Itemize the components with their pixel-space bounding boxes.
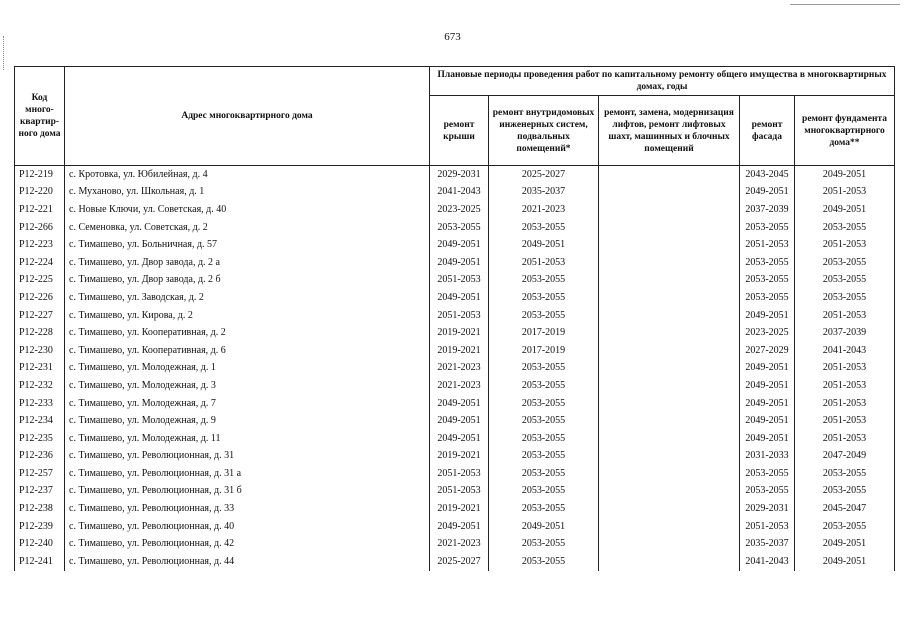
cell-code: Р12-228	[15, 324, 65, 342]
cell-roof: 2049-2051	[430, 430, 489, 448]
cell-engineering: 2053-2055	[489, 500, 599, 518]
table-row	[15, 430, 895, 448]
cell-elevators	[599, 412, 740, 430]
table-row	[15, 342, 895, 360]
cell-address: с. Кротовка, ул. Юбилейная, д. 4	[65, 166, 430, 184]
cell-roof: 2049-2051	[430, 289, 489, 307]
table-row	[15, 272, 895, 290]
header-address: Адрес многоквартирного дома	[65, 67, 430, 166]
cell-engineering: 2051-2053	[489, 254, 599, 272]
cell-roof: 2051-2053	[430, 307, 489, 325]
cell-engineering: 2049-2051	[489, 518, 599, 536]
cell-address: с. Тимашево, ул. Молодежная, д. 9	[65, 412, 430, 430]
cell-facade: 2049-2051	[740, 184, 795, 202]
cell-foundation: 2051-2053	[795, 236, 895, 254]
cell-roof: 2019-2021	[430, 324, 489, 342]
cell-roof: 2019-2021	[430, 500, 489, 518]
table-row	[15, 412, 895, 430]
cell-roof: 2021-2023	[430, 535, 489, 553]
cell-address: с. Тимашево, ул. Молодежная, д. 3	[65, 377, 430, 395]
cell-elevators	[599, 184, 740, 202]
cell-elevators	[599, 518, 740, 536]
cell-roof: 2049-2051	[430, 412, 489, 430]
cell-foundation: 2049-2051	[795, 166, 895, 184]
table-row	[15, 184, 895, 202]
cell-foundation: 2053-2055	[795, 465, 895, 483]
cell-code: Р12-241	[15, 553, 65, 571]
cell-address: с. Тимашево, ул. Кооперативная, д. 6	[65, 342, 430, 360]
cell-code: Р12-223	[15, 236, 65, 254]
cell-code: Р12-238	[15, 500, 65, 518]
table-row	[15, 289, 895, 307]
cell-facade: 2053-2055	[740, 272, 795, 290]
cell-roof: 2049-2051	[430, 518, 489, 536]
cell-foundation: 2049-2051	[795, 201, 895, 219]
cell-roof: 2023-2025	[430, 201, 489, 219]
cell-code: Р12-230	[15, 342, 65, 360]
cell-engineering: 2053-2055	[489, 412, 599, 430]
cell-address: с. Тимашево, ул. Больничная, д. 57	[65, 236, 430, 254]
cell-facade: 2053-2055	[740, 254, 795, 272]
cell-elevators	[599, 465, 740, 483]
cell-roof: 2051-2053	[430, 465, 489, 483]
cell-elevators	[599, 219, 740, 237]
cell-facade: 2053-2055	[740, 219, 795, 237]
cell-foundation: 2053-2055	[795, 289, 895, 307]
cell-foundation: 2053-2055	[795, 272, 895, 290]
cell-facade: 2053-2055	[740, 483, 795, 501]
cell-foundation: 2053-2055	[795, 254, 895, 272]
cell-code: Р12-232	[15, 377, 65, 395]
cell-code: Р12-235	[15, 430, 65, 448]
cell-address: с. Тимашево, ул. Революционная, д. 33	[65, 500, 430, 518]
cell-foundation: 2053-2055	[795, 518, 895, 536]
cell-elevators	[599, 166, 740, 184]
cell-facade: 2029-2031	[740, 500, 795, 518]
cell-facade: 2041-2043	[740, 553, 795, 571]
cell-elevators	[599, 342, 740, 360]
cell-engineering: 2017-2019	[489, 324, 599, 342]
cell-elevators	[599, 360, 740, 378]
cell-address: с. Тимашево, ул. Молодежная, д. 1	[65, 360, 430, 378]
table-row	[15, 448, 895, 466]
cell-elevators	[599, 289, 740, 307]
header-row-top	[15, 67, 895, 96]
cell-roof: 2053-2055	[430, 219, 489, 237]
cell-engineering: 2053-2055	[489, 448, 599, 466]
table-row	[15, 500, 895, 518]
cell-roof: 2021-2023	[430, 360, 489, 378]
header-foundation: ремонт фундамента многоквартирного дома**	[795, 96, 895, 166]
cell-elevators	[599, 500, 740, 518]
cell-address: с. Тимашево, ул. Молодежная, д. 7	[65, 395, 430, 413]
cell-engineering: 2053-2055	[489, 430, 599, 448]
table-row	[15, 201, 895, 219]
cell-facade: 2053-2055	[740, 289, 795, 307]
cell-engineering: 2053-2055	[489, 360, 599, 378]
cell-code: Р12-266	[15, 219, 65, 237]
cell-foundation: 2041-2043	[795, 342, 895, 360]
header-elevators: ремонт, замена, модернизация лифтов, ремонт лифтовых шахт, машинных и блочных помещений	[599, 96, 740, 166]
cell-foundation: 2051-2053	[795, 307, 895, 325]
cell-facade: 2053-2055	[740, 465, 795, 483]
cell-foundation: 2045-2047	[795, 500, 895, 518]
table-header	[15, 67, 895, 166]
cell-engineering: 2053-2055	[489, 553, 599, 571]
cell-elevators	[599, 448, 740, 466]
cell-address: с. Новые Ключи, ул. Советская, д. 40	[65, 201, 430, 219]
cell-address: с. Тимашево, ул. Революционная, д. 40	[65, 518, 430, 536]
cell-foundation: 2051-2053	[795, 395, 895, 413]
cell-elevators	[599, 395, 740, 413]
header-facade: ремонт фасада	[740, 96, 795, 166]
cell-code: Р12-231	[15, 360, 65, 378]
table-row	[15, 377, 895, 395]
cell-code: Р12-224	[15, 254, 65, 272]
cell-address: с. Тимашево, ул. Двор завода, д. 2 а	[65, 254, 430, 272]
cell-foundation: 2053-2055	[795, 483, 895, 501]
cell-roof: 2051-2053	[430, 272, 489, 290]
cell-address: с. Тимашево, ул. Молодежная, д. 11	[65, 430, 430, 448]
cell-code: Р12-233	[15, 395, 65, 413]
cell-facade: 2023-2025	[740, 324, 795, 342]
cell-facade: 2049-2051	[740, 360, 795, 378]
cell-elevators	[599, 377, 740, 395]
table-row	[15, 236, 895, 254]
cell-engineering: 2053-2055	[489, 307, 599, 325]
cell-address: с. Тимашево, ул. Революционная, д. 42	[65, 535, 430, 553]
table-row	[15, 360, 895, 378]
cell-address: с. Тимашево, ул. Революционная, д. 44	[65, 553, 430, 571]
cell-elevators	[599, 535, 740, 553]
cell-elevators	[599, 272, 740, 290]
cell-facade: 2037-2039	[740, 201, 795, 219]
cell-foundation: 2047-2049	[795, 448, 895, 466]
table-row	[15, 553, 895, 571]
cell-code: Р12-227	[15, 307, 65, 325]
cell-elevators	[599, 307, 740, 325]
cell-foundation: 2037-2039	[795, 324, 895, 342]
cell-engineering: 2053-2055	[489, 535, 599, 553]
cell-elevators	[599, 324, 740, 342]
cell-address: с. Тимашево, ул. Двор завода, д. 2 б	[65, 272, 430, 290]
cell-facade: 2035-2037	[740, 535, 795, 553]
cell-engineering: 2053-2055	[489, 377, 599, 395]
cell-roof: 2029-2031	[430, 166, 489, 184]
cell-engineering: 2053-2055	[489, 289, 599, 307]
cell-elevators	[599, 430, 740, 448]
cell-roof: 2051-2053	[430, 483, 489, 501]
cell-engineering: 2025-2027	[489, 166, 599, 184]
cell-facade: 2051-2053	[740, 518, 795, 536]
cell-elevators	[599, 201, 740, 219]
cell-roof: 2049-2051	[430, 254, 489, 272]
cell-foundation: 2051-2053	[795, 184, 895, 202]
cell-engineering: 2053-2055	[489, 219, 599, 237]
table-row	[15, 219, 895, 237]
cell-elevators	[599, 553, 740, 571]
cell-code: Р12-225	[15, 272, 65, 290]
cell-code: Р12-239	[15, 518, 65, 536]
table-row	[15, 254, 895, 272]
cell-foundation: 2049-2051	[795, 553, 895, 571]
top-rule	[790, 4, 900, 5]
cell-code: Р12-237	[15, 483, 65, 501]
cell-roof: 2025-2027	[430, 553, 489, 571]
cell-facade: 2043-2045	[740, 166, 795, 184]
cell-code: Р12-240	[15, 535, 65, 553]
cell-code: Р12-257	[15, 465, 65, 483]
cell-engineering: 2049-2051	[489, 236, 599, 254]
cell-roof: 2019-2021	[430, 342, 489, 360]
cell-address: с. Муханово, ул. Школьная, д. 1	[65, 184, 430, 202]
capital-repair-schedule-table	[14, 66, 895, 571]
cell-code: Р12-220	[15, 184, 65, 202]
cell-address: с. Тимашево, ул. Кирова, д. 2	[65, 307, 430, 325]
table-row	[15, 465, 895, 483]
cell-address: с. Тимашево, ул. Революционная, д. 31 б	[65, 483, 430, 501]
table-row	[15, 307, 895, 325]
cell-facade: 2049-2051	[740, 395, 795, 413]
table-row	[15, 166, 895, 184]
cell-elevators	[599, 483, 740, 501]
cell-address: с. Тимашево, ул. Кооперативная, д. 2	[65, 324, 430, 342]
cell-roof: 2049-2051	[430, 395, 489, 413]
cell-roof: 2041-2043	[430, 184, 489, 202]
cell-address: с. Тимашево, ул. Революционная, д. 31 а	[65, 465, 430, 483]
header-roof: ремонт крыши	[430, 96, 489, 166]
cell-address: с. Семеновка, ул. Советская, д. 2	[65, 219, 430, 237]
cell-code: Р12-234	[15, 412, 65, 430]
cell-facade: 2049-2051	[740, 307, 795, 325]
cell-foundation: 2051-2053	[795, 360, 895, 378]
table-body	[15, 166, 895, 571]
cell-facade: 2051-2053	[740, 236, 795, 254]
table-row	[15, 535, 895, 553]
table-row	[15, 518, 895, 536]
cell-engineering: 2053-2055	[489, 465, 599, 483]
table-row	[15, 324, 895, 342]
cell-elevators	[599, 236, 740, 254]
table-row	[15, 483, 895, 501]
cell-engineering: 2035-2037	[489, 184, 599, 202]
cell-elevators	[599, 254, 740, 272]
cell-code: Р12-236	[15, 448, 65, 466]
cell-engineering: 2053-2055	[489, 272, 599, 290]
cell-engineering: 2017-2019	[489, 342, 599, 360]
cell-roof: 2019-2021	[430, 448, 489, 466]
header-code: Код много-квартир-ного дома	[15, 67, 65, 166]
page-number: 673	[444, 31, 461, 43]
cell-roof: 2049-2051	[430, 236, 489, 254]
cell-address: с. Тимашево, ул. Революционная, д. 31	[65, 448, 430, 466]
cell-engineering: 2053-2055	[489, 483, 599, 501]
table-row	[15, 395, 895, 413]
cell-code: Р12-226	[15, 289, 65, 307]
cell-code: Р12-221	[15, 201, 65, 219]
cell-engineering: 2021-2023	[489, 201, 599, 219]
cell-facade: 2049-2051	[740, 430, 795, 448]
cell-foundation: 2053-2055	[795, 219, 895, 237]
header-planned-periods: Плановые периоды проведения работ по капитальному ремонту общего имущества в многоквартирных домах, годы	[430, 67, 895, 96]
cell-foundation: 2051-2053	[795, 412, 895, 430]
cell-roof: 2021-2023	[430, 377, 489, 395]
cell-facade: 2031-2033	[740, 448, 795, 466]
cell-facade: 2049-2051	[740, 377, 795, 395]
cell-foundation: 2051-2053	[795, 377, 895, 395]
cell-foundation: 2049-2051	[795, 535, 895, 553]
cell-foundation: 2051-2053	[795, 430, 895, 448]
cell-engineering: 2053-2055	[489, 395, 599, 413]
cell-address: с. Тимашево, ул. Заводская, д. 2	[65, 289, 430, 307]
cell-facade: 2049-2051	[740, 412, 795, 430]
header-engineering: ремонт внутридомовых инженерных систем, подвальных помещений*	[489, 96, 599, 166]
cell-code: Р12-219	[15, 166, 65, 184]
cell-facade: 2027-2029	[740, 342, 795, 360]
